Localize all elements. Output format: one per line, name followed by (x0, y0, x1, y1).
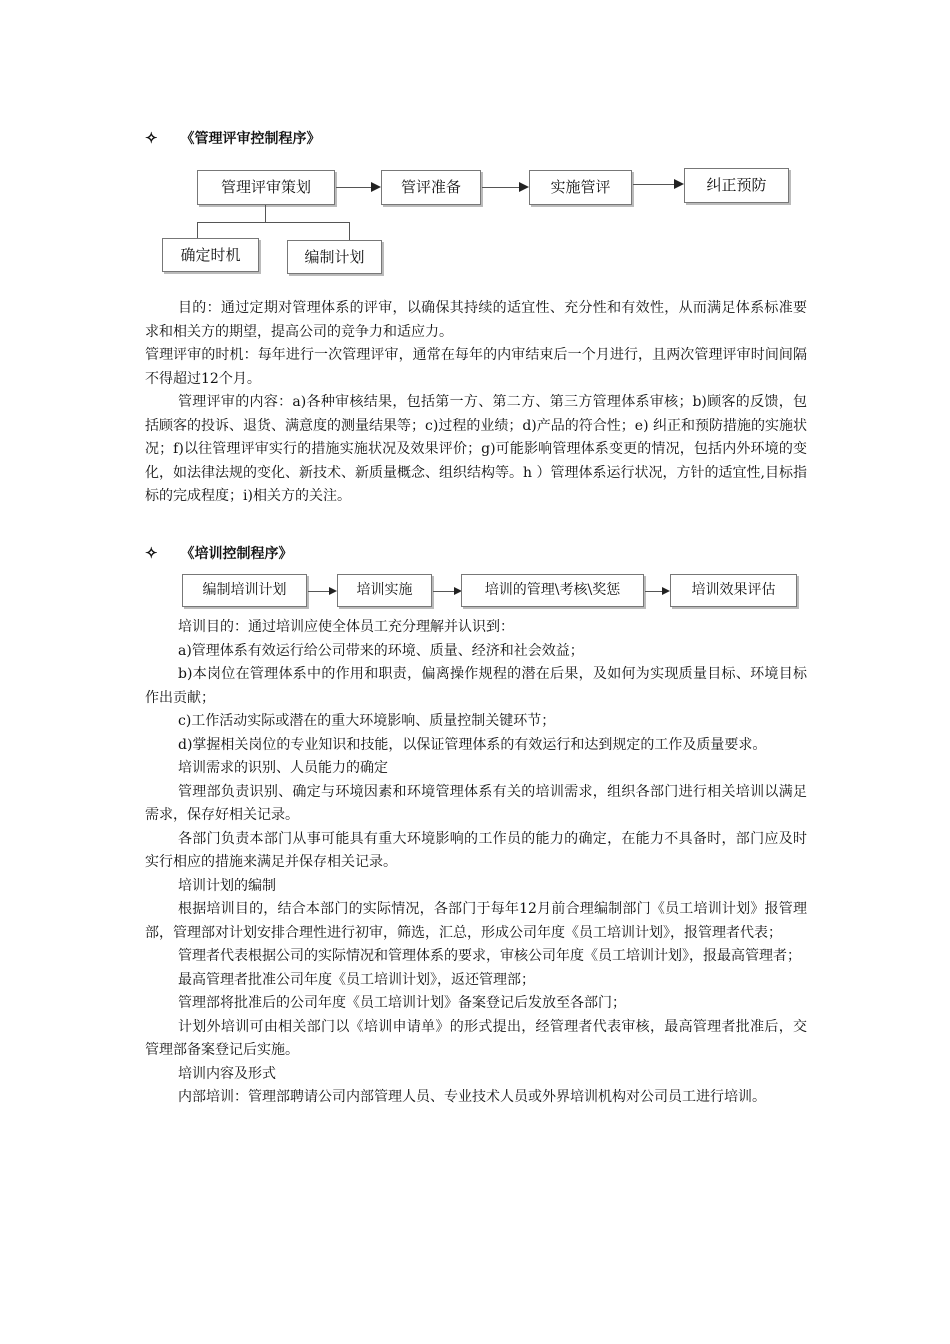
training-content-subheading: 培训内容及形式 (178, 1065, 276, 1082)
flow-connector (336, 187, 372, 188)
flow-box-training-implementation: 培训实施 (337, 574, 432, 607)
training-item-b: b)本岗位在管理体系中的作用和职责，偏离操作规程的潜在后果，及如何为实现质量目标、环境目标作出贡献； (145, 666, 807, 706)
tree-connector (197, 222, 198, 238)
flow-box-training-evaluation: 培训效果评估 (670, 574, 797, 607)
training-needs-para1: 管理部负责识别、确定与环境因素和环境管理体系有关的培训需求，组织各部门进行相关培训以满足需求，保存好相关记录。 (145, 783, 807, 823)
diamond-bullet-icon: ✧ (145, 544, 158, 562)
flow-box-corrective-preventive: 纠正预防 (684, 168, 789, 203)
training-plan-para3: 最高管理者批准公司年度《员工培训计划》，返还管理部； (178, 971, 535, 988)
flow-box-training-management: 培训的管理\考核\奖惩 (461, 574, 644, 607)
section1-title: 《管理评审控制程序》 (180, 131, 321, 147)
training-needs-para2: 各部门负责本部门从事可能具有重大环境影响的工作员的能力的确定，在能力不具备时，部门应及时实行相应的措施来满足并保存相关记录。 (145, 830, 807, 870)
flow-connector (633, 184, 675, 185)
flow-connector (308, 591, 330, 592)
flow-connector (645, 591, 663, 592)
training-plan-para5: 计划外培训可由相关部门以《培训申请单》的形式提出，经管理者代表审核，最高管理者批准后，交管理部备案登记后实施。 (145, 1018, 807, 1058)
flow-box-conduct-review: 实施管评 (529, 170, 632, 205)
section2-heading (145, 543, 292, 563)
flow-box-prepare-training-plan: 编制培训计划 (182, 574, 307, 607)
training-item-d: d)掌握相关岗位的专业知识和技能，以保证管理体系的有效运行和达到规定的工作及质量要求。 (178, 736, 767, 753)
section1-heading (145, 128, 320, 148)
flow-box-determine-timing: 确定时机 (162, 238, 259, 272)
arrow-right-icon (371, 182, 381, 192)
training-plan-para2: 管理者代表根据公司的实际情况和管理体系的要求，审核公司年度《员工培训计划》，报最高管理者； (178, 948, 801, 964)
training-plan-para4: 管理部将批准后的公司年度《员工培训计划》备案登记后发放至各部门； (178, 995, 626, 1011)
tree-connector (265, 205, 266, 222)
training-purpose: 培训目的：通过培训应使全体员工充分理解并认识到： (178, 619, 514, 635)
training-plan-para1: 根据培训目的，结合本部门的实际情况，各部门于每年12月前合理编制部门《员工培训计划》报管理部，管理部对计划安排合理性进行初审，筛选，汇总，形成公司年度《员工培训计划》，报管理者代表； (145, 901, 807, 941)
training-plan-subheading: 培训计划的编制 (178, 877, 276, 894)
flow-box-review-prep: 管评准备 (381, 170, 481, 205)
review-content-paragraph: 管理评审的内容：a)各种审核结果，包括第一方、第二方、第三方管理体系审核；b)顾客的反馈，包括顾客的投诉、退货、满意度的测量结果等；c)过程的业绩；d)产品的符合性；e) 纠正和预防措施的实施状况；f)以往管理评审实行的措施实施状况及效果评价；g)可能影响管理体系变更的情况，包括内外环境的变化，如法律法规的变化、新技术、新质量概念、组织结构等。h ）管理体系运行状况，方针的适宜性,目标指标的完成程度；i)相关方的关注。 (145, 394, 807, 504)
flow-box-review-planning: 管理评审策划 (197, 170, 335, 205)
arrow-right-icon (519, 182, 529, 192)
training-item-a: a)管理体系有效运行给公司带来的环境、质量、经济和社会效益； (178, 642, 584, 659)
review-purpose-paragraph: 目的：通过定期对管理体系的评审，以确保其持续的适宜性、充分性和有效性，从而满足体系标准要求和相关方的期望，提高公司的竞争力和适应力。 (145, 300, 807, 340)
training-needs-subheading: 培训需求的识别、人员能力的确定 (178, 760, 388, 776)
tree-connector (197, 222, 350, 223)
tree-connector (349, 222, 350, 240)
training-item-c: c)工作活动实际或潜在的重大环境影响、质量控制关键环节； (178, 713, 556, 729)
flow-connector (482, 187, 520, 188)
internal-training-para: 内部培训：管理部聘请公司内部管理人员、专业技术人员或外界培训机构对公司员工进行培训。 (178, 1089, 766, 1105)
diamond-bullet-icon: ✧ (145, 129, 158, 147)
arrow-right-icon (329, 587, 337, 595)
section2-title: 《培训控制程序》 (180, 546, 293, 562)
arrow-right-icon (674, 179, 684, 189)
arrow-right-icon (662, 587, 670, 595)
flow-box-prepare-plan: 编制计划 (287, 240, 382, 274)
flow-connector (433, 591, 455, 592)
training-body (145, 616, 807, 1110)
review-timing-paragraph: 管理评审的时机：每年进行一次管理评审，通常在每年的内审结束后一个月进行，且两次管理评审时间间隔不得超过12个月。 (145, 347, 807, 387)
